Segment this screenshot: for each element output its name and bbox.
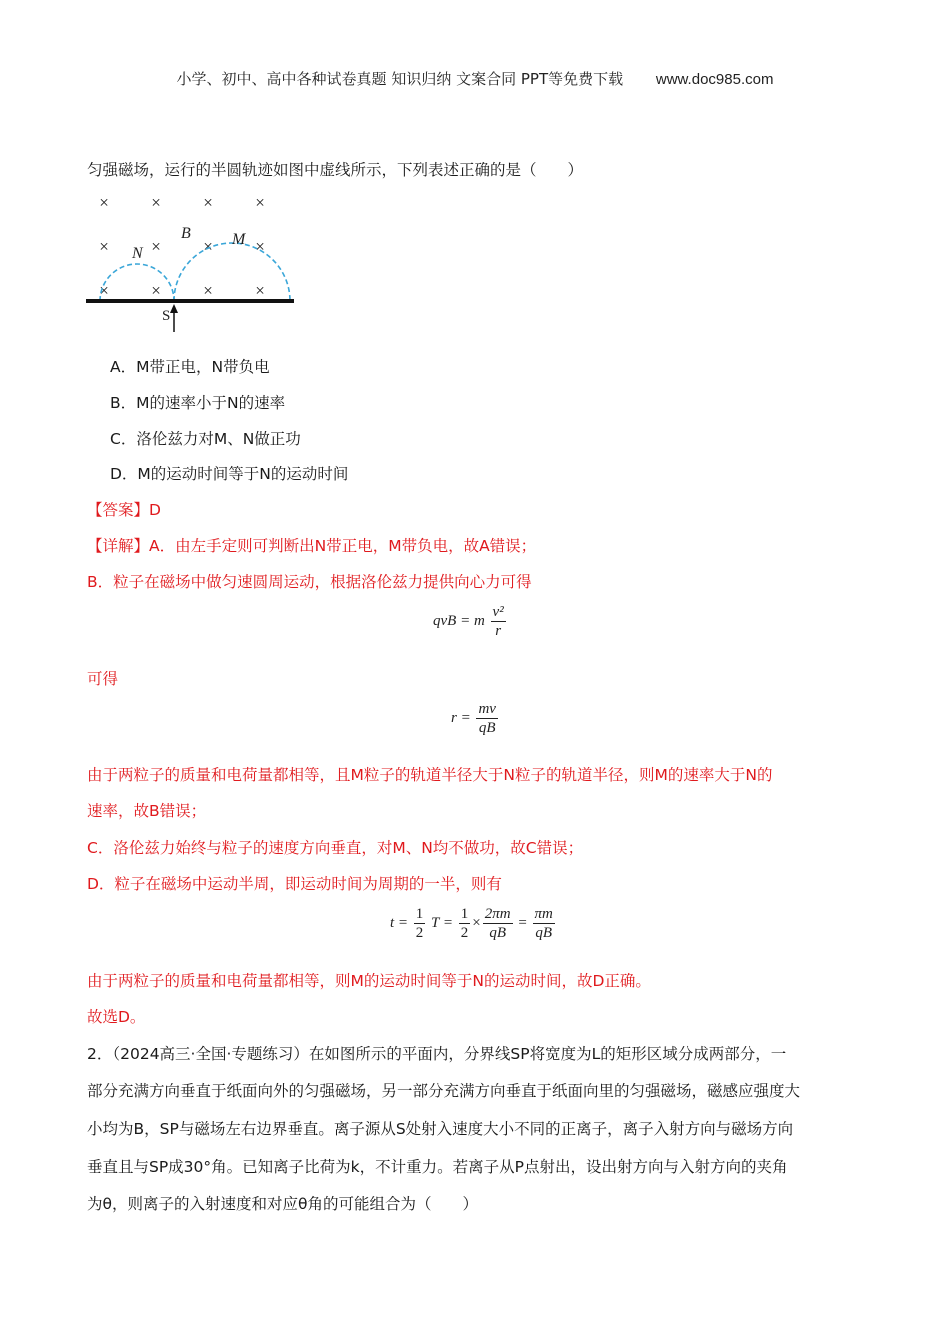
eq2-lhs: r = — [451, 709, 471, 726]
eq1-den: r — [495, 623, 502, 639]
cross: × — [255, 193, 265, 212]
header-url[interactable]: www.doc985.com — [655, 71, 774, 88]
detail-d1: D．粒子在磁场中运动半周，即运动时间为周期的一半，则有 — [87, 875, 502, 893]
option-c: C．洛伦兹力对M、N做正功 — [110, 430, 301, 448]
equation-3 — [390, 905, 557, 942]
cross: × — [99, 193, 109, 212]
eq3-r-den: qB — [535, 925, 553, 941]
eq3-half-num: 1 — [415, 906, 424, 922]
arrow-head — [170, 304, 178, 313]
kede: 可得 — [87, 670, 119, 688]
eq2-den: qB — [478, 720, 496, 736]
detail-a: 【详解】A．由左手定则可判断出N带正电，M带负电，故A错误； — [87, 537, 537, 555]
label-m: M — [232, 231, 246, 248]
equation-1 — [433, 603, 508, 640]
eq3-t: t = — [390, 914, 409, 931]
option-b: B．M的速率小于N的速率 — [110, 394, 286, 412]
magnetic-field-figure — [84, 188, 304, 338]
cross: × — [255, 281, 265, 300]
cross: × — [151, 281, 161, 300]
eq3-T: T = — [431, 914, 453, 931]
conclusion: 故选D。 — [87, 1008, 146, 1026]
detail-b2a: 由于两粒子的质量和电荷量都相等，且M粒子的轨道半径大于N粒子的轨道半径，则M的速率大于N的 — [87, 766, 773, 784]
label-s: S — [162, 308, 171, 324]
header-text: 小学、初中、高中各种试卷真题 知识归纳 文案合同 PPT等免费下载 — [176, 70, 624, 88]
eq1-lhs: qvB = m — [433, 612, 485, 629]
q2-line-3: 小均为B，SP与磁场左右边界垂直。离子源从S处射入速度大小不同的正离子，离子入射方向与磁场方向 — [87, 1120, 794, 1138]
eq3-half2-num: 1 — [460, 906, 469, 922]
eq3-half2-den: 2 — [460, 925, 469, 941]
q2-line-4: 垂直且与SP成30°角。已知离子比荷为k，不计重力。若离子从P点射出，设出射方向与入射方向的夹角 — [87, 1158, 788, 1176]
eq3-eq: = — [518, 914, 527, 931]
cross: × — [203, 281, 213, 300]
eq3-r-num: πm — [534, 906, 553, 922]
q2-line-1: 2．（2024高三·全国·专题练习）在如图所示的平面内，分界线SP将宽度为L的矩形区域分成两部分，一 — [87, 1045, 787, 1063]
cross: × — [255, 237, 265, 256]
page-header — [0, 68, 950, 89]
detail-b1: B．粒子在磁场中做匀速圆周运动，根据洛伦兹力提供向心力可得 — [87, 573, 532, 591]
cross: × — [203, 237, 213, 256]
eq3-half-den: 2 — [415, 925, 424, 941]
eq1-num: v² — [492, 604, 504, 620]
eq3-p-num: 2πm — [484, 906, 511, 922]
q2-line-2: 部分充满方向垂直于纸面向外的匀强磁场，另一部分充满方向垂直于纸面向里的匀强磁场，磁感应强度大 — [87, 1082, 801, 1100]
cross: × — [151, 237, 161, 256]
q2-line-5: 为θ，则离子的入射速度和对应θ角的可能组合为（ ） — [87, 1195, 478, 1213]
cross: × — [151, 193, 161, 212]
trajectory-n — [100, 264, 174, 301]
eq3-times: × — [472, 914, 481, 931]
answer: 【答案】D — [87, 501, 161, 519]
option-d: D．M的运动时间等于N的运动时间 — [110, 465, 349, 483]
label-b: B — [181, 225, 191, 242]
trajectory-m — [174, 243, 290, 301]
cross: × — [99, 237, 109, 256]
detail-d2: 由于两粒子的质量和电荷量都相等，则M的运动时间等于N的运动时间，故D正确。 — [87, 972, 651, 990]
label-n: N — [132, 245, 143, 262]
eq3-p-den: qB — [489, 925, 506, 941]
q1-stem: 匀强磁场，运行的半圆轨迹如图中虚线所示，下列表述正确的是（ ） — [87, 161, 584, 179]
cross: × — [203, 193, 213, 212]
option-a: A．M带正电，N带负电 — [110, 358, 270, 376]
eq2-num: mv — [478, 701, 496, 717]
cross: × — [99, 281, 109, 300]
detail-c: C．洛伦兹力始终与粒子的速度方向垂直，对M、N均不做功，故C错误； — [87, 839, 584, 857]
equation-2 — [451, 700, 500, 737]
detail-b2b: 速率，故B错误； — [87, 802, 207, 820]
